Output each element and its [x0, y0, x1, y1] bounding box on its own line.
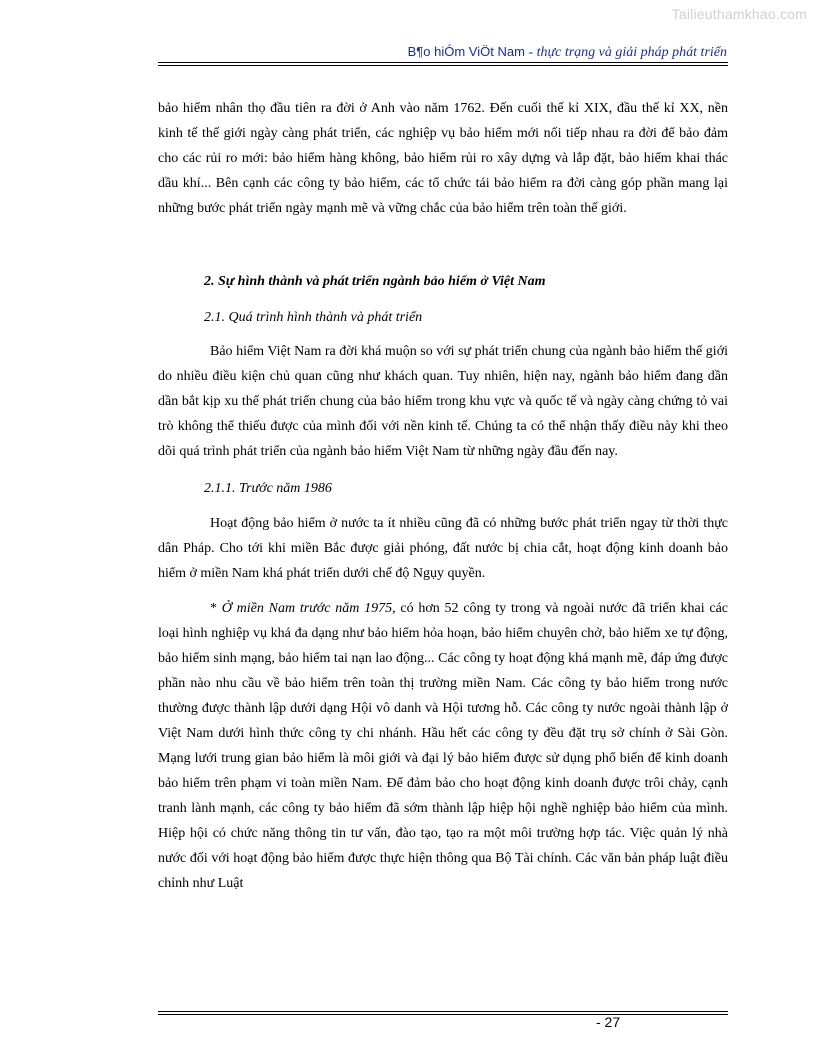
paragraph-vietnam-overview: Bảo hiểm Việt Nam ra đời khá muộn so với sự phát triển chung của ngành bảo hiểm thế giới do nhiều điều kiện chủ quan cũng như khách quan. Tuy nhiên, hiện nay, ngành bảo hiểm đang dần dần bắt kịp xu thế phát triển chung của bảo hiểm trong khu vực và quốc tế và ngày càng chứng tỏ vai trò không thể thiếu được của mình đối với nền kinh tế. Chúng ta có thể nhận thấy điều này khi theo dõi quá trình phát triển của ngành bảo hiểm Việt Nam từ những ngày đầu đến nay.: [158, 344, 728, 459]
paragraph-before-1986: Hoạt động bảo hiểm ở nước ta ít nhiều cũng đã có những bước phát triển ngay từ thời thực dân Pháp. Cho tới khi miền Bắc được giải phóng, đất nước bị chia cắt, hoạt động kinh doanh bảo hiểm ở miền Nam khá phát triển dưới chế độ Ngụy quyền.: [158, 516, 728, 581]
page-number: - 27: [596, 1014, 621, 1030]
paragraph-south-before-1975: [158, 596, 728, 896]
paragraph-intro: bảo hiểm nhân thọ đầu tiên ra đời ở Anh vào năm 1762. Đến cuối thế kỉ XIX, đầu thế kỉ XX, nền kinh tế thế giới ngày càng phát triển, các nghiệp vụ bảo hiểm mới nối tiếp nhau ra đời để bảo đảm cho các rủi ro mới: bảo hiểm hàng không, bảo hiểm rủi ro xây dựng và lắp đặt, bảo hiểm khai thác dầu khí... Bên cạnh các công ty bảo hiểm, các tổ chức tái bảo hiểm ra đời càng góp phần mang lại những bước phát triển ngày mạnh mẽ và vững chắc của bảo hiểm trên toàn thế giới.: [158, 101, 728, 216]
bullet-marker: *: [210, 601, 222, 616]
section-heading-2-1-1: 2.1.1. Trước năm 1986: [204, 481, 332, 496]
section-heading-2-1: 2.1. Quá trình hình thành và phát triển: [204, 310, 423, 325]
header-title-sub: thực trạng và giải pháp phát triển: [536, 45, 727, 60]
header-separator: -: [524, 45, 537, 60]
running-header: [408, 44, 727, 61]
header-title-main: B¶o hiÓm ViÖt Nam: [407, 44, 525, 59]
watermark-text: Tailieuthamkhao.com: [671, 6, 807, 22]
paragraph-text: , có hơn 52 công ty trong và ngoài nước đã triển khai các loại hình nghiệp vụ khá đa dạng như bảo hiểm hỏa hoạn, bảo hiểm chuyên chở, bảo hiểm xe tự động, bảo hiểm sinh mạng, bảo hiểm tai nạn lao động... Các công ty hoạt động khá mạnh mẽ, đáp ứng được phần nào nhu cầu về bảo hiểm trên toàn thị trường miền Nam. Các công ty bảo hiểm trong nước thường được thành lập dưới dạng Hội vô danh và Hội tương hỗ. Các công ty nước ngoài thành lập ở Việt Nam dưới hình thức công ty chi nhánh. Hầu hết các công ty đều đặt trụ sở chính ở Sài Gòn. Mạng lưới trung gian bảo hiểm là môi giới và đại lý bảo hiểm được sử dụng phổ biến để kinh doanh bảo hiểm trên phạm vi toàn miền Nam. Để đảm bảo cho hoạt động kinh doanh được trôi chảy, cạnh tranh lành mạnh, các công ty bảo hiểm đã sớm thành lập hiệp hội nghề nghiệp bảo hiểm của mình. Hiệp hội có chức năng thông tin tư vấn, đào tạo, tạo ra một môi trường hợp tác. Việc quản lý nhà nước đối với hoạt động bảo hiểm được thực hiện thông qua Bộ Tài chính. Các văn bản pháp luật điều chỉnh như Luật: [158, 601, 728, 891]
footer-rule-secondary: [158, 1014, 728, 1015]
page-body: [158, 96, 728, 896]
paragraph-emphasis: Ở miền Nam trước năm 1975: [221, 601, 393, 616]
header-rule-secondary: [158, 65, 728, 66]
header-rule: [158, 62, 728, 63]
footer-rule: [158, 1011, 728, 1012]
section-heading-2: 2. Sự hình thành và phát triển ngành bảo hiểm ở Việt Nam: [204, 274, 546, 289]
